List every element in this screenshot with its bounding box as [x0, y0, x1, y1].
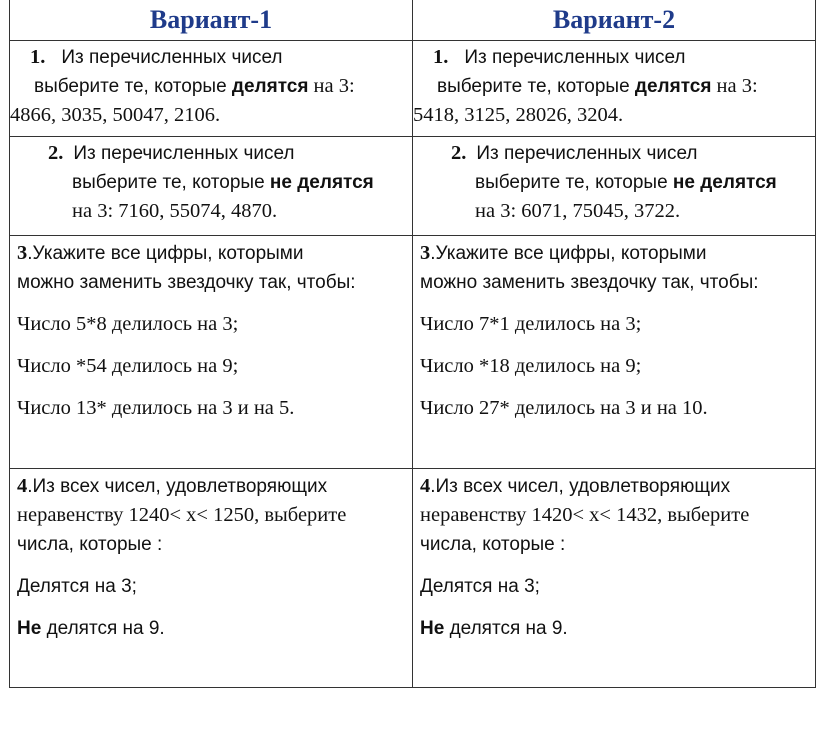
task3-v2-number: 3 [420, 242, 431, 264]
variant1-header-cell [10, 0, 413, 41]
task3-v1-item-1: Число 5*8 делилось на 3; [17, 313, 239, 335]
task3-v1-cell [10, 236, 413, 469]
task4-v2-cell [413, 469, 816, 688]
task4-v1-line1: .Из всех чисел, удовлетворяющих [27, 476, 328, 497]
task1-v2-line2-bold: делятся [634, 76, 712, 97]
task4-v2-item-1: Делятся на 3; [420, 576, 540, 597]
task1-v2-cell [413, 41, 816, 137]
task4-v1-item-2-bold: Не [17, 618, 42, 639]
task2-v1-number: 2. [48, 142, 64, 164]
task1-v1-number: 1. [30, 46, 46, 68]
task2-row [10, 137, 816, 236]
task1-row [10, 41, 816, 137]
task1-v1-line2-bold: делятся [231, 76, 309, 97]
task1-v1-cell [10, 41, 413, 137]
task2-v2-line1: Из перечисленных чисел [476, 143, 698, 164]
task4-v1-line2: неравенству 1240< x< 1250, выберите [17, 504, 347, 526]
task4-v2-item-2-rest: делятся на 9. [444, 618, 568, 639]
task1-v1-line2-post: на 3: [308, 75, 355, 97]
task3-v2-item-3: Число 27* делилось на 3 и на 10. [420, 397, 708, 419]
task1-v1-numbers: 4866, 3035, 50047, 2106. [10, 104, 221, 126]
task3-v2-intro-line2: можно заменить звездочку так, чтобы: [420, 272, 759, 293]
variant1-title: Вариант-1 [149, 4, 273, 34]
task2-v2-line2-bold: не делятся [672, 172, 777, 193]
variant2-header-cell [413, 0, 816, 41]
task3-v1-item-2: Число *54 делилось на 9; [17, 355, 239, 377]
task1-v2-line1: Из перечисленных чисел [464, 47, 686, 68]
task1-v2-line2-post: на 3: [711, 75, 758, 97]
task4-v2-line1: .Из всех чисел, удовлетворяющих [430, 476, 731, 497]
task4-v1-cell [10, 469, 413, 688]
task1-v1-line1: Из перечисленных чисел [61, 47, 283, 68]
task3-v2-item-1: Число 7*1 делилось на 3; [420, 313, 642, 335]
task2-v2-cell [413, 137, 816, 236]
task4-row [10, 469, 816, 688]
header-row [10, 0, 816, 41]
task2-v1-cell [10, 137, 413, 236]
task1-v2-line2-pre: выберите те, которые [437, 76, 635, 97]
task3-v2-cell [413, 236, 816, 469]
task3-v1-intro-line1: .Укажите все цифры, которыми [27, 243, 304, 264]
task4-v2-line2: неравенству 1420< x< 1432, выберите [420, 504, 750, 526]
task4-v1-number: 4 [17, 475, 28, 497]
task4-v1-line3: числа, которые : [17, 534, 163, 555]
task2-v2-number: 2. [451, 142, 467, 164]
task4-v1-item-2-rest: делятся на 9. [41, 618, 165, 639]
task1-v1-line2-pre: выберите те, которые [34, 76, 232, 97]
task4-v1-item-1: Делятся на 3; [17, 576, 137, 597]
task1-v2-numbers: 5418, 3125, 28026, 3204. [413, 104, 624, 126]
task3-v1-intro-line2: можно заменить звездочку так, чтобы: [17, 272, 356, 293]
variants-table [9, 0, 816, 688]
task2-v2-line3: на 3: 6071, 75045, 3722. [475, 200, 681, 222]
task2-v1-line1: Из перечисленных чисел [73, 143, 295, 164]
task2-v1-line3: на 3: 7160, 55074, 4870. [72, 200, 278, 222]
task3-v2-intro-line1: .Укажите все цифры, которыми [430, 243, 707, 264]
task4-v2-number: 4 [420, 475, 431, 497]
task3-v1-item-3: Число 13* делилось на 3 и на 5. [17, 397, 295, 419]
task3-v1-number: 3 [17, 242, 28, 264]
task3-row [10, 236, 816, 469]
task1-v2-number: 1. [433, 46, 449, 68]
task3-v2-item-2: Число *18 делилось на 9; [420, 355, 642, 377]
task4-v2-item-2-bold: Не [420, 618, 445, 639]
variant2-title: Вариант-2 [552, 4, 676, 34]
task4-v2-line3: числа, которые : [420, 534, 566, 555]
task2-v1-line2-bold: не делятся [269, 172, 374, 193]
task2-v2-line2-pre: выберите те, которые [475, 172, 673, 193]
task2-v1-line2-pre: выберите те, которые [72, 172, 270, 193]
